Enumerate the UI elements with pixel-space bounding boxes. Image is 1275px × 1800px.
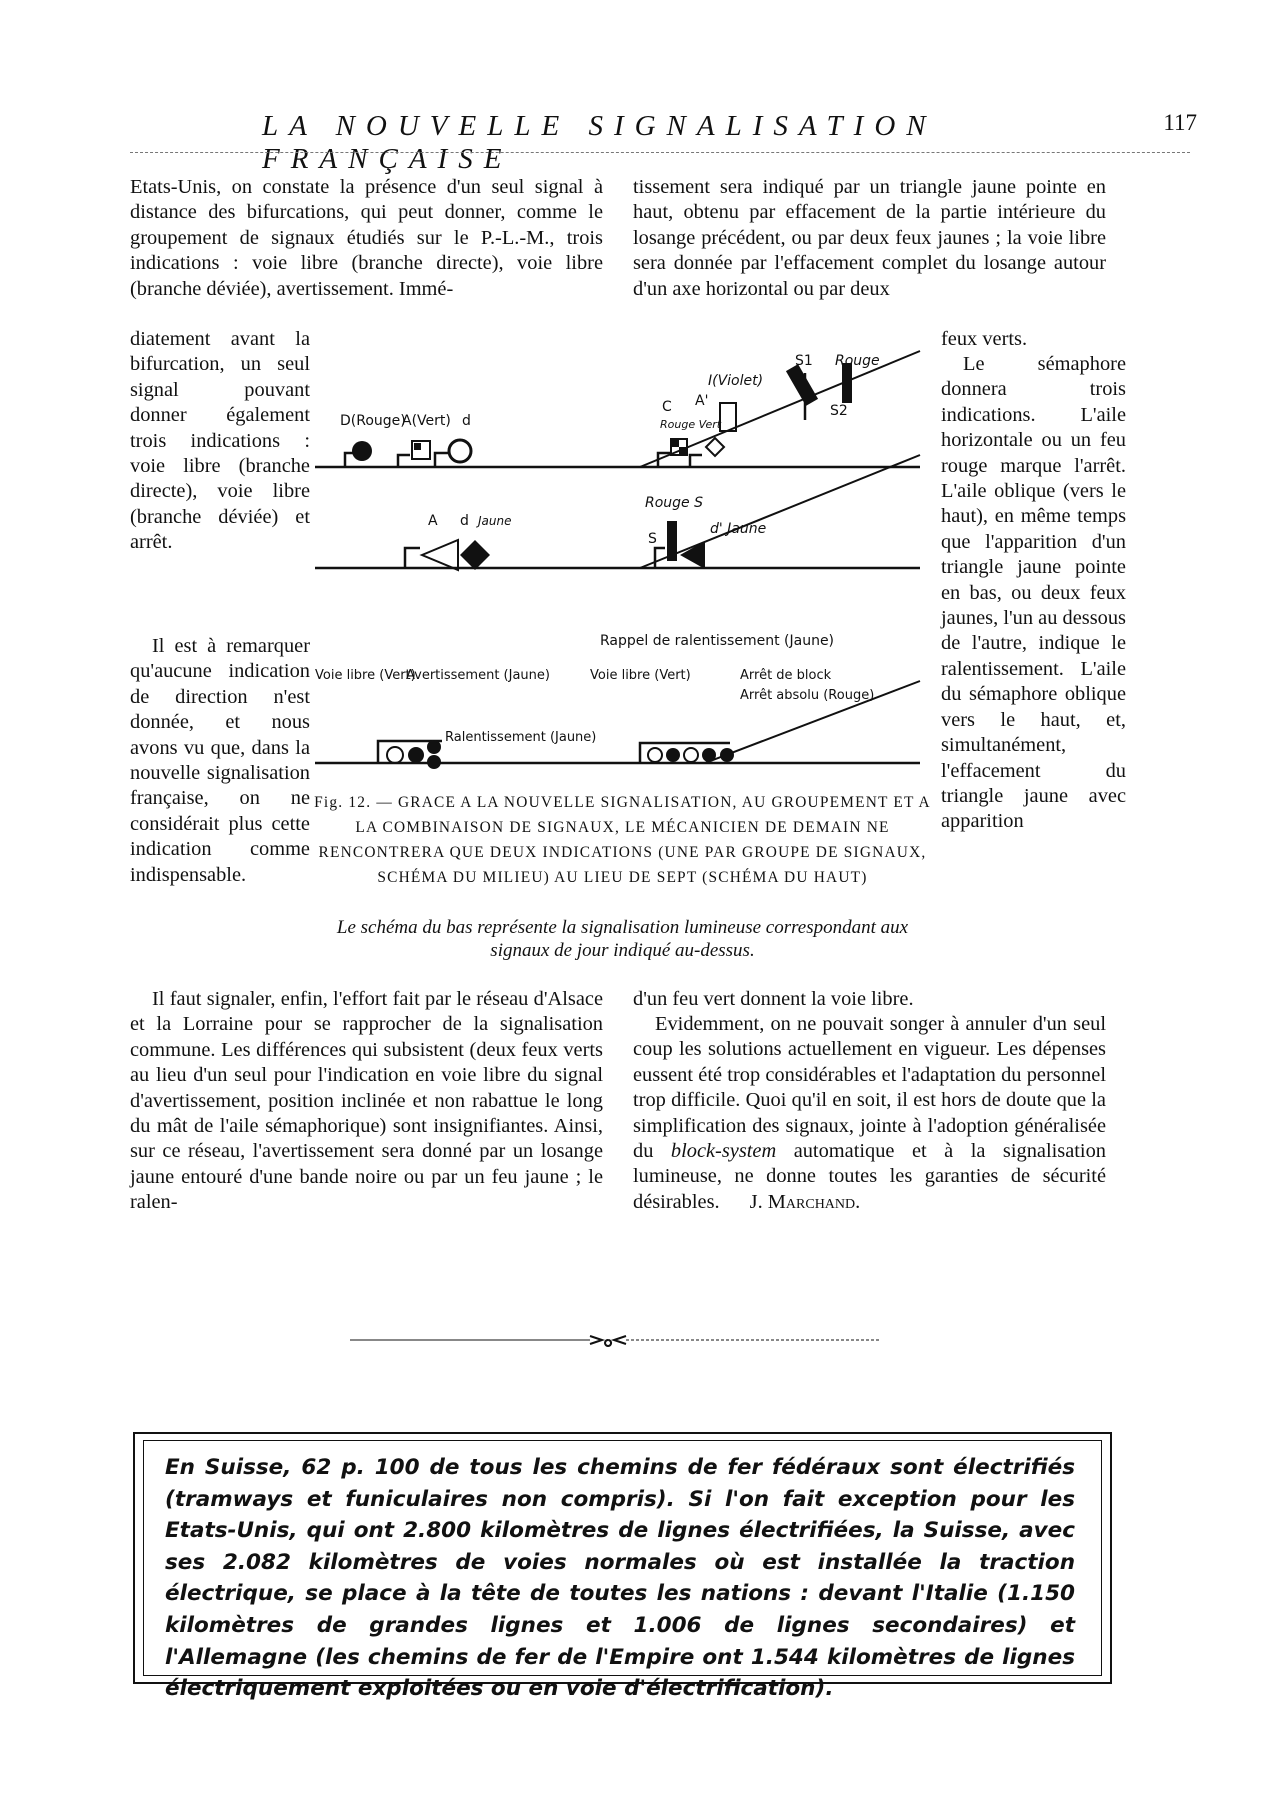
header-rule <box>130 152 1190 153</box>
label-voie-libre-2: Voie libre (Vert) <box>590 668 691 683</box>
disc-d-small-signal <box>449 440 471 462</box>
label-s1: S1 <box>795 353 813 369</box>
right-narrow-paragraph-1: feux verts. <box>941 328 1028 350</box>
lamp-avertissement <box>408 747 424 763</box>
label-rouge-s: Rouge S <box>645 495 704 511</box>
page-number: 117 <box>1163 110 1197 135</box>
right-bottom-paragraph-2 <box>633 1012 1106 1215</box>
label-middle-s: S <box>648 531 657 547</box>
label-avertissement-jaune: Avertissement (Jaune) <box>406 668 550 683</box>
label-rouge: Rouge <box>835 353 880 369</box>
label-voie-libre-vert: Voie libre (Vert) <box>315 668 416 683</box>
right-bottom-paragraph-1: d'un feu vert donnent la voie libre. <box>633 988 914 1010</box>
track-middle-branch <box>640 455 920 568</box>
figure-caption-italic: Le schéma du bas représente la signalisation lumineuse correspondant aux signaux de jour indiqué au-dessus. <box>336 917 909 961</box>
label-c: C <box>662 399 672 415</box>
checker-c-fill-2 <box>679 447 687 455</box>
checker-c-fill <box>671 439 679 447</box>
lamp-b3 <box>684 748 698 762</box>
label-arret-block: Arrêt de block <box>740 668 832 683</box>
mast-a-prime <box>690 455 702 467</box>
right-bottom-text: Evidemment, on ne pouvait songer à annuler d'un seul coup les solutions actuellement en vigueur. Les dépenses eussent été trop considérables et l'adaptation du personnel trop difficile. Quoi qu'il en soit, il est hors de doute que la simplification des signaux, jointe à l'adoption généralisée du <box>633 1013 1106 1163</box>
label-middle-a: A <box>428 513 438 529</box>
ornament-divider <box>350 1332 880 1348</box>
right-top-paragraph: tissement sera indiqué par un triangle jaune pointe en haut, obtenu par effacement de la partie intérieure du losange précédent, ou par deux feux jaunes ; la voie libre sera donnée par l'effacement complet du losange autour d'un axe horizontal ou par deux <box>633 176 1106 300</box>
right-narrow-paragraph-2: Le sémaphore donnera trois indications. L'aile horizontale ou un feu rouge marque l'arrêt. L'aile oblique (vers le haut), en même temps que l'apparition d'un triangle jaune pointe en bas, ou deux feux jaunes, l'un au dessous de l'autre, indique le ralentissement. L'aile du sémaphore oblique vers le haut, et, simultanément, l'effacement du triangle jaune avec apparition <box>941 353 1126 833</box>
triangle-d-prime-signal <box>680 541 705 569</box>
left-top-paragraph: Etats-Unis, on constate la présence d'un seul signal à distance des bifurcations, qui peut donner, comme le groupement de signaux étudiés sur le P.-L.-M., trois indications : voie libre (branche directe), voie libre (branche déviée), avertissement. Immé- <box>130 176 603 300</box>
left-bottom-paragraph: Il faut signaler, enfin, l'effort fait par le réseau d'Alsace et la Lorraine pour se rapprocher de la signalisation commune. Les différences qui subsistent (deux feux verts au lieu d'un seul pour l'indication en voie libre du signal d'avertissement, position inclinée et non rabattue le long du mât de l'aile sémaphorique) sont insignifiantes. Ainsi, sur ce réseau, l'avertissement sera donné par un losange jaune entouré d'une bande noire ou par un feu jaune ; le ralen- <box>130 988 603 1214</box>
label-ralentissement-jaune: Ralentissement (Jaune) <box>445 730 597 745</box>
label-a-vert: A(Vert) <box>402 413 451 429</box>
label-middle-jaune: Jaune <box>478 514 512 528</box>
lamp-b5 <box>720 748 734 762</box>
diamond-a-prime-signal <box>706 438 724 456</box>
running-title: LA NOUVELLE SIGNALISATION FRANÇAISE <box>262 110 937 175</box>
label-d-rouge: D(Rouge) <box>340 413 406 429</box>
figure-caption <box>310 790 935 890</box>
lamp-ralentissement-2 <box>427 755 441 769</box>
block-system-term: block-system <box>670 1140 777 1163</box>
mast-d-small <box>435 453 448 467</box>
label-a-prime: A' <box>695 393 709 409</box>
label-i-violet: I(Violet) <box>708 373 764 389</box>
semaphore-s2-arm <box>842 363 852 403</box>
caption-text: — GRACE A LA NOUVELLE SIGNALISATION, AU GROUPEMENT ET A LA COMBINAISON DE SIGNAUX, LE MÉCANICIEN DE DEMAIN NE RENCONTRERA QUE DEUX INDICATIONS (UNE PAR GROUPE DE SIGNAUX, SCHÉMA DU MILIEU) AU LIEU DE SEPT (SCHÉMA DU HAUT) <box>318 794 931 886</box>
signal-diagram <box>310 343 930 771</box>
semaphore-s-middle <box>667 521 677 561</box>
lamp-b2 <box>666 748 680 762</box>
left-narrow-paragraph-1: diatement avant la bifurcation, un seul signal pouvant donner également trois indications : voie libre (branche directe), voie libre (branche déviée) et arrêt. <box>130 328 310 554</box>
label-middle-d: d <box>460 513 469 529</box>
ornament-svg <box>350 1332 880 1348</box>
disc-d-signal <box>352 441 372 461</box>
lamp-b4 <box>702 748 716 762</box>
signal-figure <box>310 343 930 771</box>
mast-middle-a <box>405 548 420 568</box>
note-box-text: En Suisse, 62 p. 100 de tous les chemins de fer fédéraux sont électrifiés (tramways et funiculaires non compris). Si l'on fait exception pour les Etats-Unis, qui ont 2.800 kilomètres de lignes électrifiées, la Suisse, avec ses 2.082 kilomètres de voies normales où est installée la traction électrique, se place à la tête de toutes les nations : devant l'Italie (1.150 kilomètres de grandes lignes et 1.006 de lignes secondaires) et l'Allemagne (les chemins de fer de l'Empire ont 1.544 kilomètres de lignes électriquement exploitées ou en voie d'électrification). <box>165 1455 1075 1702</box>
running-header <box>262 110 1197 175</box>
square-a-fill <box>414 443 421 450</box>
right-bottom-text-end: automatique et à la signalisation lumineuse, ne donne toutes les garanties de sécurité désirables. <box>633 1140 1106 1213</box>
author-signature: J. Marchand. <box>749 1190 861 1213</box>
violet-i-signal <box>720 403 736 431</box>
lamp-voie-libre <box>387 747 403 763</box>
caption-label: Fig. 12. <box>314 794 372 811</box>
left-narrow-paragraph-2: Il est à remarquer qu'aucune indication de direction n'est donnée, et nous avons vu que, dans la nouvelle signalisation française, on ne considérait plus cette indication comme indispensable. <box>130 635 310 886</box>
label-d-small: d <box>462 413 471 429</box>
label-d-prime-jaune: d' Jaune <box>710 521 767 537</box>
label-rouge-vert: Rouge Vert <box>660 418 722 431</box>
lamp-ralentissement-1 <box>427 740 441 754</box>
lamp-b1 <box>648 748 662 762</box>
label-arret-absolu: Arrêt absolu (Rouge) <box>740 688 875 703</box>
label-s2: S2 <box>830 403 848 419</box>
triangle-a-signal <box>422 540 458 570</box>
diamond-d-signal <box>460 540 490 570</box>
note-box <box>133 1432 1112 1702</box>
label-rappel: Rappel de ralentissement (Jaune) <box>600 633 835 649</box>
mast-a <box>398 455 410 467</box>
